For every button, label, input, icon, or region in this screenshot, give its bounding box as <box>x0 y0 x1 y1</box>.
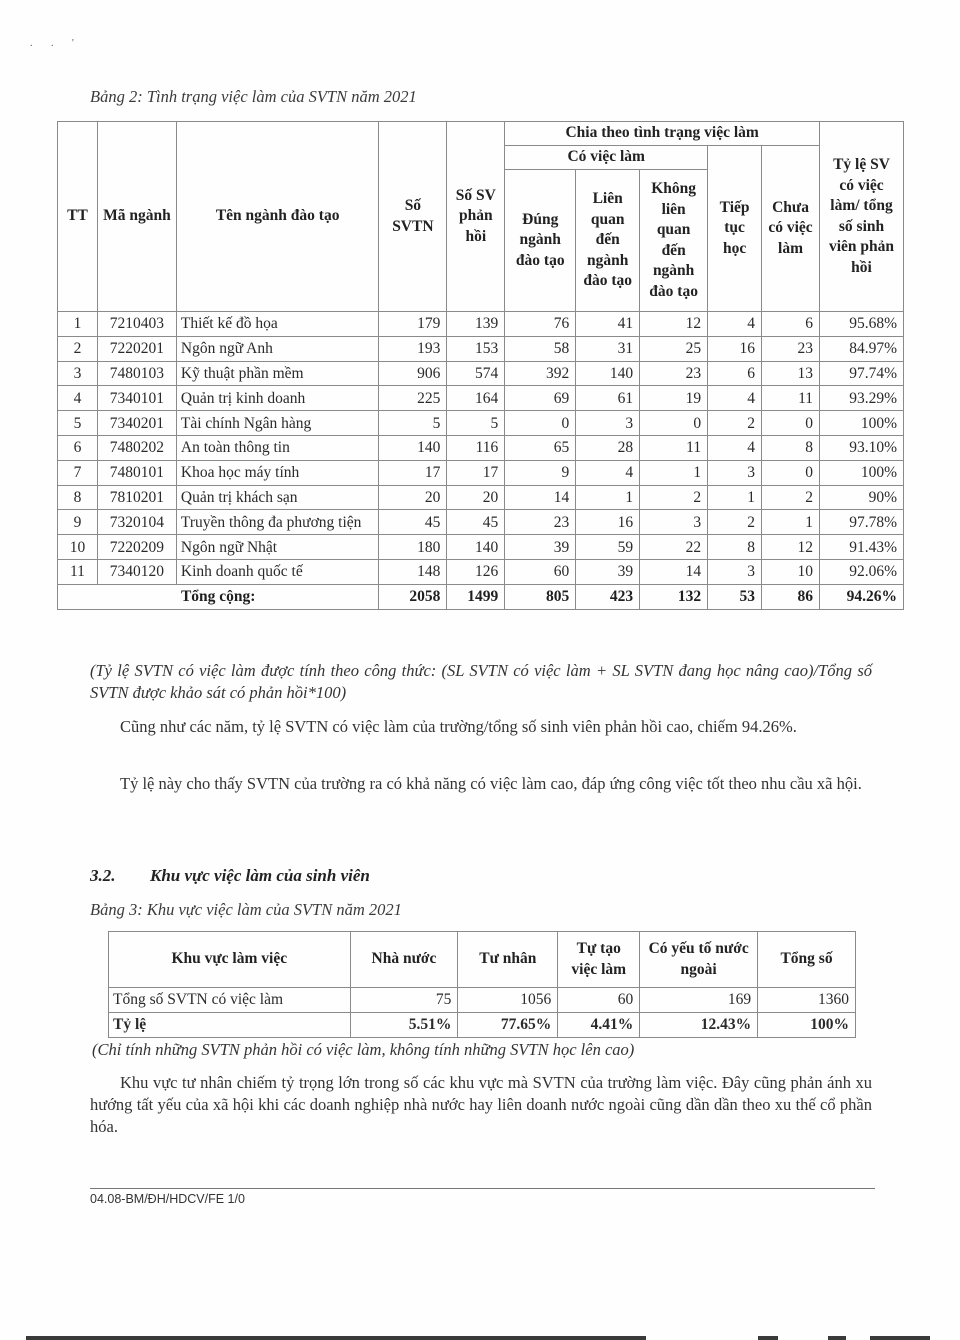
total-svtn: 2058 <box>379 584 447 609</box>
cell-lien-quan: 140 <box>576 361 640 386</box>
cell-svtn: 179 <box>379 312 447 337</box>
cell-dung: 0 <box>505 411 576 436</box>
cell-ma: 7340201 <box>97 411 176 436</box>
employment-status-table <box>57 121 904 610</box>
cell-lien-quan: 1 <box>576 485 640 510</box>
cell-tiep-tuc: 2 <box>708 510 762 535</box>
paragraph-employment-rate: Cũng như các năm, tỷ lệ SVTN có việc làm của trường/tổng số sinh viên phản hồi cao, chiếm 94.26%. <box>120 717 797 736</box>
cell-phan-hoi: 153 <box>447 336 505 361</box>
section-title: Khu vực việc làm của sinh viên <box>150 866 370 885</box>
row-label: Tỷ lệ <box>109 1013 351 1038</box>
cell-phan-hoi: 17 <box>447 460 505 485</box>
cell-dung: 23 <box>505 510 576 535</box>
cell-phan-hoi: 5 <box>447 411 505 436</box>
cell-khong-lq: 0 <box>640 411 708 436</box>
scan-edge-bar <box>870 1336 930 1340</box>
cell-tiep-tuc: 6 <box>708 361 762 386</box>
cell-svtn: 140 <box>379 435 447 460</box>
cell-chua: 12 <box>762 535 820 560</box>
header-lien-quan: Liên quan đến ngành đào tạo <box>576 170 640 312</box>
cell-ten: Khoa học máy tính <box>176 460 379 485</box>
cell-ten: Kỹ thuật phần mềm <box>176 361 379 386</box>
cell-chua: 8 <box>762 435 820 460</box>
header-tt: TT <box>58 122 98 312</box>
table-row <box>58 460 904 485</box>
cell-tt: 2 <box>58 336 98 361</box>
scan-edge-bar <box>828 1336 846 1340</box>
cell-phan-hoi: 20 <box>447 485 505 510</box>
cell-ten: Ngôn ngữ Nhật <box>176 535 379 560</box>
total-tiep-tuc: 53 <box>708 584 762 609</box>
cell-lien-quan: 39 <box>576 559 640 584</box>
cell-tiep-tuc: 16 <box>708 336 762 361</box>
cell-tt: 7 <box>58 460 98 485</box>
table-row <box>58 510 904 535</box>
employment-sector-table <box>108 931 856 1038</box>
header-chia-theo: Chia theo tình trạng việc làm <box>505 122 820 146</box>
cell-ten: Truyền thông đa phương tiện <box>176 510 379 535</box>
cell-khong-lq: 19 <box>640 386 708 411</box>
cell-khong-lq: 23 <box>640 361 708 386</box>
cell-ty-le: 97.74% <box>820 361 904 386</box>
cell-khong-lq: 22 <box>640 535 708 560</box>
cell-tu-nhan: 77.65% <box>458 1013 558 1038</box>
cell-dung: 76 <box>505 312 576 337</box>
total-dung: 805 <box>505 584 576 609</box>
cell-ma: 7340120 <box>97 559 176 584</box>
header-so-sv-phan-hoi: Số SV phản hồi <box>447 122 505 312</box>
cell-ten: Ngôn ngữ Anh <box>176 336 379 361</box>
header-co-viec-lam: Có việc làm <box>505 146 708 170</box>
table-row <box>58 361 904 386</box>
cell-ma: 7340101 <box>97 386 176 411</box>
cell-tu-nhan: 1056 <box>458 988 558 1013</box>
cell-dung: 392 <box>505 361 576 386</box>
cell-svtn: 20 <box>379 485 447 510</box>
cell-phan-hoi: 116 <box>447 435 505 460</box>
section-heading <box>90 866 370 886</box>
cell-tiep-tuc: 1 <box>708 485 762 510</box>
cell-khong-lq: 1 <box>640 460 708 485</box>
table3-note: (Chỉ tính những SVTN phản hồi có việc làm, không tính những SVTN học lên cao) <box>92 1040 635 1059</box>
cell-svtn: 17 <box>379 460 447 485</box>
cell-chua: 10 <box>762 559 820 584</box>
cell-ma: 7220209 <box>97 535 176 560</box>
header-tu-nhan: Tư nhân <box>458 932 558 988</box>
cell-dung: 39 <box>505 535 576 560</box>
cell-khong-lq: 2 <box>640 485 708 510</box>
cell-ma: 7480202 <box>97 435 176 460</box>
table-row <box>58 411 904 436</box>
header-tong-so: Tổng số <box>758 932 856 988</box>
footer-form-code: 04.08-BM/ĐH/HDCV/FE 1/0 <box>90 1192 245 1206</box>
cell-dung: 69 <box>505 386 576 411</box>
header-ma-nganh: Mã ngành <box>97 122 176 312</box>
total-ty-le: 94.26% <box>820 584 904 609</box>
cell-ten: Thiết kế đồ họa <box>176 312 379 337</box>
cell-lien-quan: 41 <box>576 312 640 337</box>
total-label: Tổng cộng: <box>58 584 379 609</box>
cell-ma: 7220201 <box>97 336 176 361</box>
cell-phan-hoi: 126 <box>447 559 505 584</box>
cell-tiep-tuc: 4 <box>708 435 762 460</box>
cell-dung: 60 <box>505 559 576 584</box>
cell-ty-le: 93.29% <box>820 386 904 411</box>
scan-edge-bar <box>758 1336 778 1340</box>
formula-note: (Tỷ lệ SVTN có việc làm được tính theo công thức: (SL SVTN có việc làm + SL SVTN đang học nâng cao)/Tổng số SVTN được khảo sát có phản hồi*100) <box>90 661 872 702</box>
cell-tiep-tuc: 3 <box>708 460 762 485</box>
cell-ten: Quản trị kinh doanh <box>176 386 379 411</box>
cell-ty-le: 90% <box>820 485 904 510</box>
total-khong-lq: 132 <box>640 584 708 609</box>
cell-dung: 58 <box>505 336 576 361</box>
cell-tiep-tuc: 4 <box>708 312 762 337</box>
cell-lien-quan: 4 <box>576 460 640 485</box>
header-khong-lien-quan: Không liên quan đến ngành đào tạo <box>640 170 708 312</box>
cell-dung: 65 <box>505 435 576 460</box>
total-lien-quan: 423 <box>576 584 640 609</box>
cell-tt: 5 <box>58 411 98 436</box>
table-row <box>58 386 904 411</box>
cell-lien-quan: 59 <box>576 535 640 560</box>
table-row <box>58 559 904 584</box>
cell-ten: Tài chính Ngân hàng <box>176 411 379 436</box>
cell-tiep-tuc: 2 <box>708 411 762 436</box>
cell-chua: 2 <box>762 485 820 510</box>
cell-tt: 11 <box>58 559 98 584</box>
cell-ty-le: 84.97% <box>820 336 904 361</box>
cell-khong-lq: 11 <box>640 435 708 460</box>
table-row <box>109 988 856 1013</box>
cell-tt: 1 <box>58 312 98 337</box>
cell-chua: 0 <box>762 411 820 436</box>
cell-tiep-tuc: 3 <box>708 559 762 584</box>
cell-ty-le: 91.43% <box>820 535 904 560</box>
cell-nuoc-ngoai: 12.43% <box>640 1013 758 1038</box>
cell-tu-tao: 60 <box>558 988 640 1013</box>
table-row <box>58 485 904 510</box>
header-tiep-tuc-hoc: Tiếp tục học <box>708 146 762 312</box>
cell-ty-le: 92.06% <box>820 559 904 584</box>
cell-phan-hoi: 45 <box>447 510 505 535</box>
cell-ten: Quản trị khách sạn <box>176 485 379 510</box>
cell-dung: 14 <box>505 485 576 510</box>
header-khu-vuc: Khu vực làm việc <box>109 932 351 988</box>
table-row <box>58 535 904 560</box>
cell-nha-nuoc: 5.51% <box>350 1013 458 1038</box>
cell-ten: Kinh doanh quốc tế <box>176 559 379 584</box>
table-row <box>58 312 904 337</box>
cell-tong-so: 1360 <box>758 988 856 1013</box>
total-chua: 86 <box>762 584 820 609</box>
cell-svtn: 45 <box>379 510 447 535</box>
cell-svtn: 180 <box>379 535 447 560</box>
section-number: 3.2. <box>90 866 116 885</box>
cell-chua: 1 <box>762 510 820 535</box>
cell-tu-tao: 4.41% <box>558 1013 640 1038</box>
cell-nuoc-ngoai: 169 <box>640 988 758 1013</box>
scan-marks: . . ' <box>30 38 82 49</box>
row-label: Tổng số SVTN có việc làm <box>109 988 351 1013</box>
cell-ma: 7320104 <box>97 510 176 535</box>
cell-ten: An toàn thông tin <box>176 435 379 460</box>
paragraph-private-sector: Khu vực tư nhân chiếm tỷ trọng lớn trong số các khu vực mà SVTN của trường làm việc. Đây cũng phản ánh xu hướng tất yếu của xã hội khi các doanh nghiệp nhà nước hay liên doanh nước ngoài cũng dần dần theo xu thế cổ phần hóa. <box>90 1073 872 1136</box>
cell-tt: 6 <box>58 435 98 460</box>
cell-khong-lq: 12 <box>640 312 708 337</box>
header-nha-nuoc: Nhà nước <box>350 932 458 988</box>
cell-chua: 0 <box>762 460 820 485</box>
cell-lien-quan: 28 <box>576 435 640 460</box>
cell-chua: 11 <box>762 386 820 411</box>
cell-tong-so: 100% <box>758 1013 856 1038</box>
cell-svtn: 193 <box>379 336 447 361</box>
footer-divider <box>90 1188 875 1189</box>
cell-ty-le: 95.68% <box>820 312 904 337</box>
cell-svtn: 225 <box>379 386 447 411</box>
cell-khong-lq: 25 <box>640 336 708 361</box>
cell-dung: 9 <box>505 460 576 485</box>
cell-lien-quan: 16 <box>576 510 640 535</box>
paragraph-interpretation: Tỷ lệ này cho thấy SVTN của trường ra có khả năng có việc làm cao, đáp ứng công việc tốt theo nhu cầu xã hội. <box>120 774 862 793</box>
cell-ty-le: 97.78% <box>820 510 904 535</box>
header-chua-co-viec: Chưa có việc làm <box>762 146 820 312</box>
table3-caption: Bảng 3: Khu vực việc làm của SVTN năm 2021 <box>90 900 402 919</box>
cell-ma: 7480103 <box>97 361 176 386</box>
cell-lien-quan: 3 <box>576 411 640 436</box>
total-phan-hoi: 1499 <box>447 584 505 609</box>
cell-ty-le: 100% <box>820 411 904 436</box>
header-nuoc-ngoai: Có yếu tố nước ngoài <box>640 932 758 988</box>
table2-caption: Bảng 2: Tình trạng việc làm của SVTN năm 2021 <box>90 87 417 106</box>
cell-ma: 7810201 <box>97 485 176 510</box>
cell-svtn: 5 <box>379 411 447 436</box>
cell-ma: 7480101 <box>97 460 176 485</box>
cell-chua: 23 <box>762 336 820 361</box>
cell-tt: 9 <box>58 510 98 535</box>
cell-ma: 7210403 <box>97 312 176 337</box>
cell-lien-quan: 61 <box>576 386 640 411</box>
cell-tiep-tuc: 4 <box>708 386 762 411</box>
cell-ty-le: 100% <box>820 460 904 485</box>
cell-lien-quan: 31 <box>576 336 640 361</box>
cell-khong-lq: 14 <box>640 559 708 584</box>
header-so-svtn: Số SVTN <box>379 122 447 312</box>
cell-tt: 10 <box>58 535 98 560</box>
cell-khong-lq: 3 <box>640 510 708 535</box>
scan-edge-bar <box>26 1336 646 1340</box>
header-tu-tao: Tự tạo việc làm <box>558 932 640 988</box>
cell-chua: 13 <box>762 361 820 386</box>
cell-phan-hoi: 140 <box>447 535 505 560</box>
cell-chua: 6 <box>762 312 820 337</box>
cell-nha-nuoc: 75 <box>350 988 458 1013</box>
header-dung-nganh: Đúng ngành đào tạo <box>505 170 576 312</box>
cell-tt: 3 <box>58 361 98 386</box>
cell-tiep-tuc: 8 <box>708 535 762 560</box>
header-ty-le: Tỷ lệ SV có việc làm/ tổng số sinh viên phản hồi <box>820 122 904 312</box>
table-row <box>58 336 904 361</box>
table-row <box>109 1013 856 1038</box>
cell-svtn: 906 <box>379 361 447 386</box>
total-row <box>58 584 904 609</box>
header-ten-nganh: Tên ngành đào tạo <box>176 122 379 312</box>
cell-phan-hoi: 139 <box>447 312 505 337</box>
cell-phan-hoi: 574 <box>447 361 505 386</box>
cell-tt: 4 <box>58 386 98 411</box>
cell-tt: 8 <box>58 485 98 510</box>
cell-svtn: 148 <box>379 559 447 584</box>
cell-ty-le: 93.10% <box>820 435 904 460</box>
cell-phan-hoi: 164 <box>447 386 505 411</box>
table-row <box>58 435 904 460</box>
